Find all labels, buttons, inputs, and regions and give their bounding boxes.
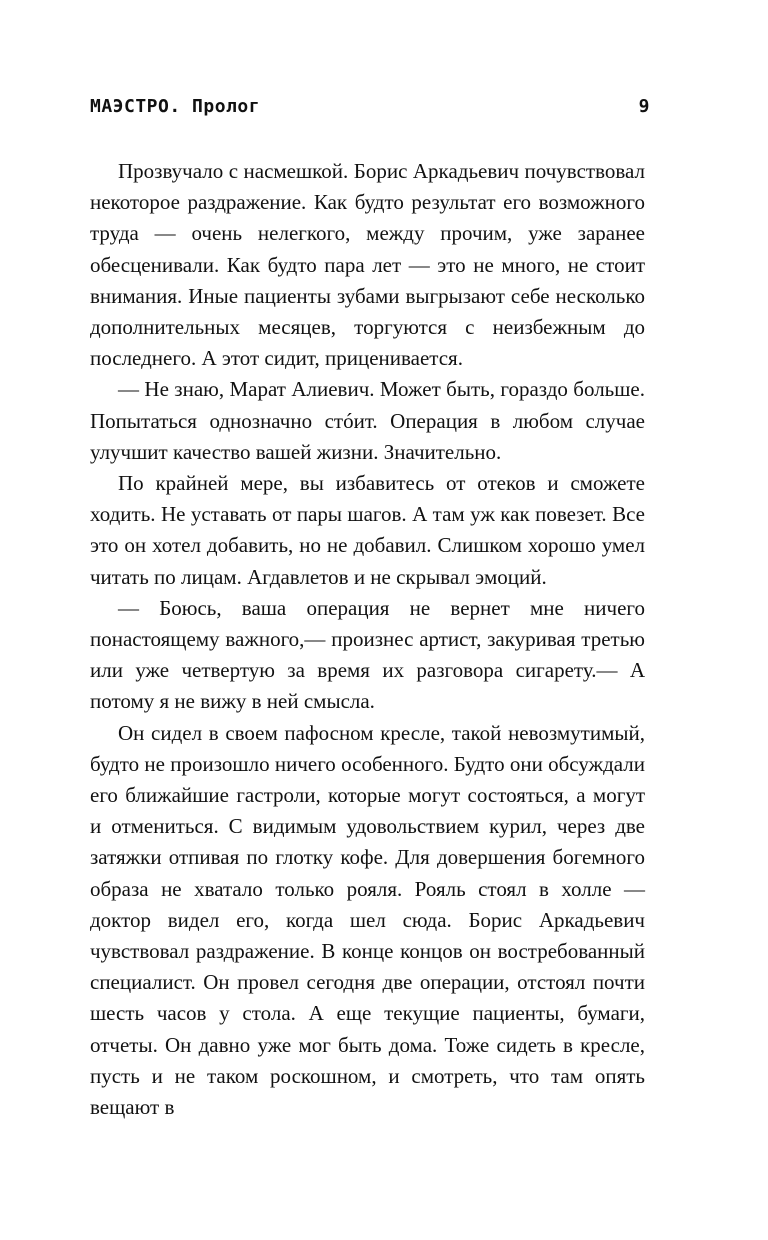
running-head [90,92,650,122]
paragraph-1: Прозвучало с насмешкой. Борис Аркадьевич почувствовал некоторое раздражение. Как будто результат его возможного труда — очень нелегкого, между прочим, уже заранее обесценивали. Как будто пара лет — это не много, не стоит внимания. Иные пациенты зубами выгрызают себе несколько дополнительных месяцев, торгуются с неизбежным до последнего. А этот сидит, приценивается. [90,159,645,371]
paragraph-2: — Не знаю, Марат Алиевич. Может быть, гораздо больше. Попытаться однозначно стóит. Операция в любом случае улучшит качество вашей жизни. Значительно. [90,377,645,464]
page-number: 9 [638,96,650,117]
body-text [90,156,645,1123]
paragraph-5: Он сидел в своем пафосном кресле, такой невозмутимый, будто не произошло ничего особенного. Будто они обсуждали его ближайшие гастроли, которые могут состояться, а могут и отмениться. С видимым удовольствием курил, через две затяжки отпивая по глотку кофе. Для довершения богемного образа не хватало только рояля. Рояль стоял в холле — доктор видел его, когда шел сюда. Борис Аркадьевич чувствовал раздражение. В конце концов он востребованный специалист. Он провел сегодня две операции, отстоял почти шесть часов у стола. А еще текущие пациенты, бумаги, отчеты. Он давно уже мог быть дома. Тоже сидеть в кресле, пусть и не таком роскошном, и смотреть, что там опять вещают в [90,720,645,1120]
paragraph-3: По крайней мере, вы избавитесь от отеков и сможете ходить. Не уставать от пары шагов. А там уж как повезет. Все это он хотел добавить, но не добавил. Слишком хорошо умел читать по лицам. Агдавлетов и не скрывал эмоций. [90,471,645,589]
running-title: МАЭСТРО. Пролог [90,96,261,117]
paragraph-4: — Боюсь, ваша операция не вернет мне ничего понастоящему важного,— произнес артист, закуривая третью или уже четвертую за время их разговора сигарету.— А потому я не вижу в ней смысла. [90,595,645,714]
